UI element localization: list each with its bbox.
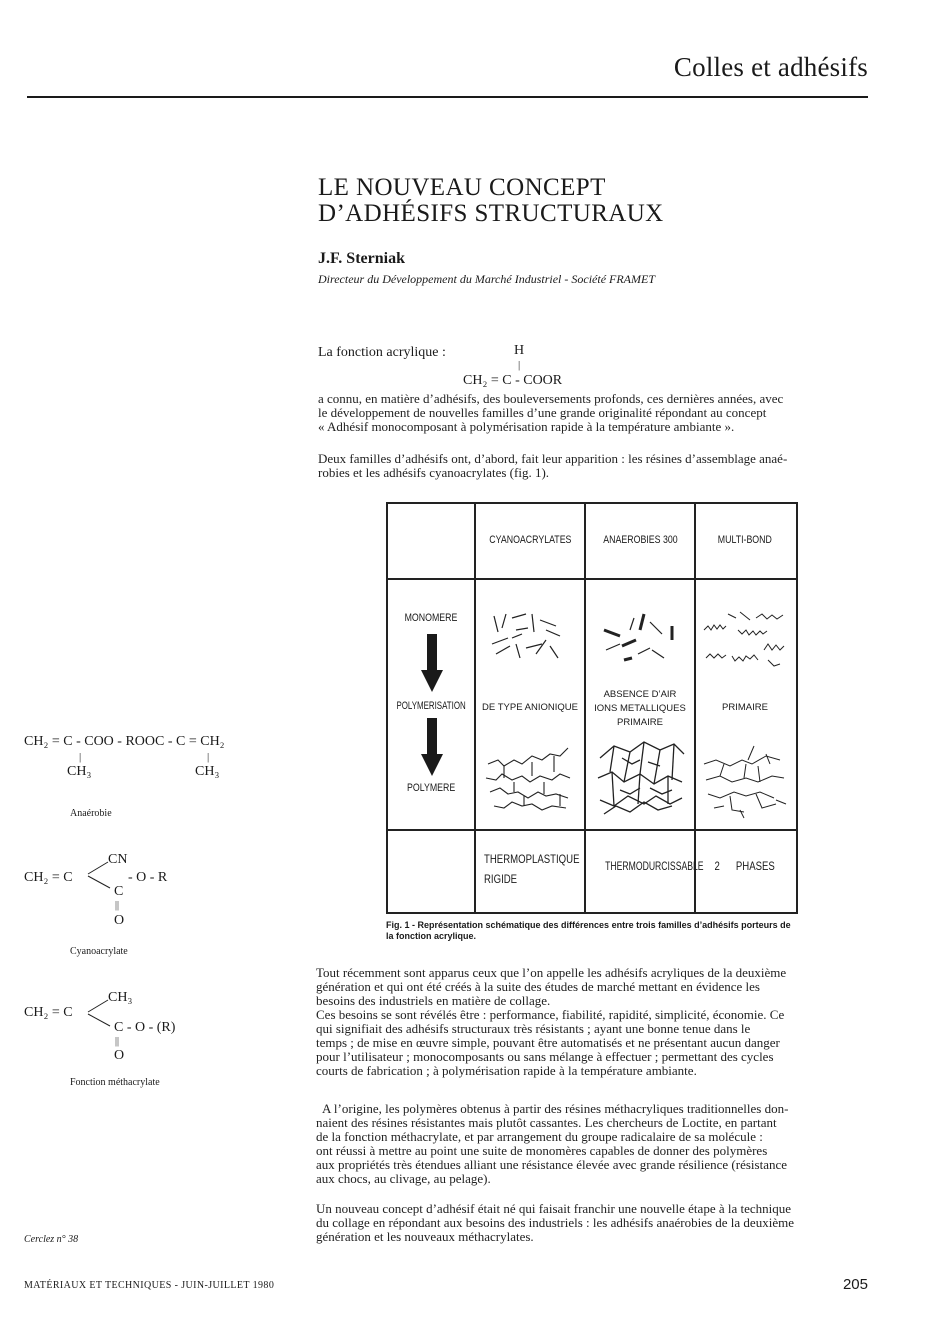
condition-line: PRIMAIRE	[617, 717, 663, 728]
result-anaerobic	[586, 859, 704, 873]
figure-1	[386, 502, 798, 914]
row-label-text: POLYMERISATION	[396, 700, 466, 712]
down-arrow-icon	[421, 634, 443, 692]
anaerobie-bond-a: |	[79, 751, 82, 763]
title-line-1: LE NOUVEAU CONCEPT	[318, 174, 606, 201]
formula-h: H	[514, 343, 525, 358]
monomer-sticks-cyano	[486, 610, 576, 670]
text-line: génération et qui ont été créés à la suite des études de marché mettant en évidence les	[316, 979, 760, 994]
monomer-coils-multibond	[698, 608, 792, 672]
methacryl-double-bond: ||	[115, 1036, 120, 1047]
text-line: le développement de nouvelles familles d’une grande originalité répondant au concept	[318, 405, 767, 420]
cyano-c: C	[114, 884, 124, 899]
body-paragraph-5	[316, 1202, 866, 1244]
condition-line: ABSENCE D’AIR	[603, 689, 677, 700]
section-title: Colles et adhésifs	[673, 52, 868, 82]
methacryl-ch3: CH₃	[108, 990, 133, 1005]
polymer-network-cyano	[484, 742, 580, 820]
down-arrow-icon	[421, 718, 443, 776]
result-line: RIGIDE	[484, 872, 518, 886]
cyano-double-bond: ||	[115, 900, 120, 911]
header-rule	[27, 96, 868, 98]
col-header-text: MULTI-BOND	[717, 534, 773, 546]
anaerobie-sub-b: CH₃	[195, 764, 220, 779]
cyano-o: O	[114, 913, 125, 928]
methacryl-right: C - O - (R)	[114, 1020, 176, 1035]
anaerobie-sub-a: CH₃	[67, 764, 92, 779]
figure-caption: Fig. 1 - Représentation schématique des différences entre trois familles d’adhésifs porteurs de la fonction acrylique.	[386, 920, 791, 941]
polymer-network-multibond	[700, 742, 792, 822]
text-line: de la fonction méthacrylate, et par arrangement du groupe radicalaire de sa molécule :	[316, 1129, 763, 1144]
text-line: « Adhésif monocomposant à polymérisation rapide à la température ambiante ».	[318, 419, 735, 434]
text-line: naient des résines résistantes mais plutôt cassantes. Les chercheurs de Loctite, en partant	[316, 1115, 777, 1130]
col-header-cyanoacrylates	[476, 534, 584, 546]
cyano-cn: CN	[108, 852, 128, 867]
text-line: Un nouveau concept d’adhésif était né qui faisait franchir une nouvelle étape à la technique	[316, 1201, 792, 1216]
body-paragraph-4	[316, 1102, 866, 1186]
cerclez-number: Cerclez n° 38	[24, 1234, 79, 1245]
result-cyano	[484, 849, 584, 889]
text-line: temps ; de mise en œuvre simple, pouvant être automatisés et ne présentant aucun danger	[316, 1035, 780, 1050]
result-line: 2 PHASES	[714, 859, 776, 873]
anaerobie-bond-b: |	[207, 751, 210, 763]
row-label-text: POLYMERE	[406, 782, 456, 794]
text-line: du collage en répondant aux besoins des industriels : les adhésifs anaérobies de la deuxième	[316, 1215, 794, 1230]
title-line-2: D’ADHÉSIFS STRUCTURAUX	[318, 200, 664, 227]
condition-anaerobic	[584, 688, 696, 730]
intro-paragraph-1	[318, 392, 866, 434]
text-line: A l’origine, les polymères obtenus à partir des résines méthacryliques traditionnelles don-	[322, 1101, 789, 1116]
grid-line	[388, 829, 796, 831]
result-line: THERMODURCISSABLE	[605, 859, 704, 873]
col-header-text: CYANOACRYLATES	[488, 534, 572, 546]
polymer-network-anaerobic	[592, 738, 688, 822]
formula-main: CH₂ = C - COOR	[463, 373, 563, 388]
acrylic-label: La fonction acrylique :	[318, 345, 446, 360]
anaerobie-label: Anaérobie	[70, 808, 112, 819]
row-label-text: MONOMERE	[404, 612, 458, 624]
formula-bond: |	[518, 359, 521, 371]
col-header-multibond	[696, 534, 794, 546]
monomer-sticks-anaerobic	[594, 610, 684, 670]
cyano-right: - O - R	[128, 870, 168, 885]
text-line: aux propriétés très étendues alliant une résistance élevée avec grande résilience (résistance	[316, 1157, 788, 1172]
page-number: 205	[842, 1276, 868, 1293]
text-line: pour l’utilisateur ; monocomposants ou sans mélange à effectuer ; permettant des cycles	[316, 1049, 774, 1064]
article-title	[318, 175, 664, 227]
text-line: a connu, en matière d’adhésifs, des bouleversements profonds, ces dernières années, avec	[318, 391, 784, 406]
methacryl-left: CH₂ = C	[24, 1005, 73, 1020]
text-line: robies et les adhésifs cyanoacrylates (fig. 1).	[318, 465, 550, 480]
condition-line: IONS METALLIQUES	[594, 703, 686, 714]
result-line: THERMOPLASTIQUE	[484, 852, 580, 866]
row-label-polymer	[388, 782, 474, 794]
text-line: Deux familles d’adhésifs ont, d’abord, fait leur apparition : les résines d’assemblage anaé-	[318, 451, 788, 466]
journal-footer: MATÉRIAUX ET TECHNIQUES - JUIN-JUILLET 1980	[24, 1280, 275, 1291]
grid-line	[388, 578, 796, 580]
text-line: génération et les nouveaux méthacrylates.	[316, 1229, 534, 1244]
text-line: ont réussi à mettre au point une suite de monomères capables de donner des polymères	[316, 1143, 768, 1158]
text-line: aux chocs, au clivage, au pelage).	[316, 1171, 491, 1186]
result-multibond	[696, 859, 794, 873]
condition-anionic: DE TYPE ANIONIQUE	[482, 702, 578, 713]
text-line: qui signifiait des adhésifs structuraux très résistants ; ayant une bonne tenue dans le	[316, 1021, 751, 1036]
text-line: Ces besoins se sont révélés être : performance, fiabilité, rapidité, simplicité, économie. Ce	[316, 1007, 785, 1022]
body-paragraph-3	[316, 966, 866, 1078]
author: J.F. Sterniak	[318, 250, 405, 267]
methacryl-o: O	[114, 1048, 125, 1063]
text-line: courts de fabrication ; à polymérisation rapide à la température ambiante.	[316, 1063, 697, 1078]
affiliation: Directeur du Développement du Marché Industriel - Société FRAMET	[318, 272, 656, 286]
text-line: besoins des industriels en matière de collage.	[316, 993, 551, 1008]
anaerobie-formula: CH₂ = C - COO - ROOC - C = CH₂	[24, 734, 225, 749]
col-header-text: ANAEROBIES 300	[602, 534, 678, 546]
text-line: Tout récemment sont apparus ceux que l’on appelle les adhésifs acryliques de la deuxième	[316, 965, 787, 980]
cyano-left: CH₂ = C	[24, 870, 73, 885]
col-header-anaerobies	[586, 534, 694, 546]
methacryl-label: Fonction méthacrylate	[70, 1077, 160, 1088]
intro-paragraph-2	[318, 452, 866, 480]
cyano-label: Cyanoacrylate	[70, 946, 128, 957]
row-label-polymerisation	[382, 700, 480, 712]
condition-primer: PRIMAIRE	[722, 702, 768, 713]
row-label-monomer	[388, 612, 474, 624]
